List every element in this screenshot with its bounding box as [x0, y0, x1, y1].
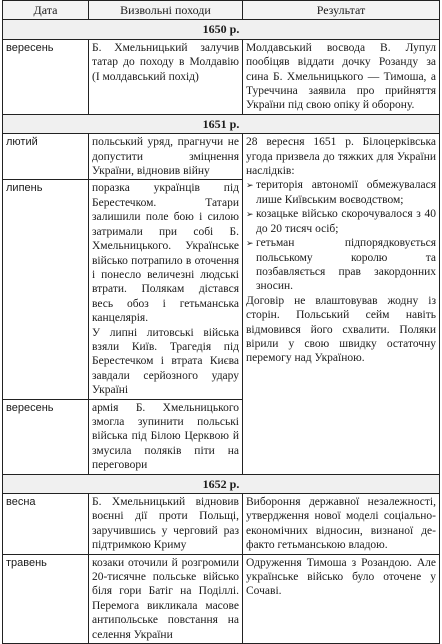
campaigns-table — [2, 0, 440, 644]
result-cell: Вибороння державної незалежності, утвердження нової моделі соціально-економічних відносин, визнаної де-факто гетьманською владою. — [243, 494, 440, 555]
bullet-item: ➢ гетьман підпорядковується польському королю та позбавляється прав закордонних зносин. — [246, 236, 436, 294]
header-row — [3, 1, 440, 20]
bullet-item: ➢ козацьке військо скорочувалося з 40 до 20 тисяч осіб; — [246, 207, 436, 236]
year-1650: 1650 р. — [3, 20, 440, 39]
year-1651: 1651 р. — [3, 114, 440, 133]
result-outro: Договір не влаштовував жодну із сторін. Польський сейм навіть відмовився його схвалити. Поляки вірили у свою швидку остаточну перемогу над Україною. — [246, 294, 436, 365]
header-date: Дата — [3, 1, 89, 20]
date-cell: липень — [3, 180, 89, 399]
result-cell-1651 — [243, 134, 440, 474]
header-campaigns: Визвольні походи — [89, 1, 243, 20]
year-row-1652 — [3, 474, 440, 493]
result-cell: Молдавський восвода В. Лупул пообіцяв віддати дочку Розанду за сина Б. Хмельницького — Тимоша, а Туреччина заявила про прийняття України під свою опіку й оборону. — [243, 39, 440, 114]
campaign-paragraph: поразка українців під Берестечком. Татари залишили поле бою і силою затримали при собі Б. Хмельницького. Українське військо потрапило в оточення і понесло величезні людські втрати. Полякам дістався весь обоз і гетьманська канцелярія. — [92, 182, 239, 325]
date-cell: весна — [3, 494, 89, 555]
table-row — [3, 39, 440, 114]
campaign-cell: польський уряд, прагнучи не допустити зміцнення України, відновив війну — [89, 134, 243, 180]
date-cell: вересень — [3, 39, 89, 114]
campaign-cell: армія Б. Хмельницького змогла зупинити польські війська під Білою Церквою й змусила поляків піти на переговори — [89, 399, 243, 474]
year-row-1650 — [3, 20, 440, 39]
table-row — [3, 134, 440, 180]
year-1652: 1652 р. — [3, 474, 440, 493]
table-row — [3, 494, 440, 555]
year-row-1651 — [3, 114, 440, 133]
campaign-cell: козаки оточили й розгромили 20-тисячне польське військо біля гори Батіг на Поділлі. Перемога викликала масове антипольське повстання на селення України — [89, 554, 243, 643]
result-cell: Одруження Тимоша з Розандою. Але українське військо було оточене у Сочаві. — [243, 554, 440, 643]
header-result: Результат — [243, 1, 440, 20]
date-cell: лютий — [3, 134, 89, 180]
date-cell: травень — [3, 554, 89, 643]
table-row — [3, 554, 440, 643]
bullet-item: ➢ територія автономії обмежувалася лише Київським воєводством; — [246, 178, 436, 207]
campaign-cell: Б. Хмельницький залучив татар до походу в Молдавію (І молдавський похід) — [89, 39, 243, 114]
campaign-paragraph: У липні литовські війська взяли Київ. Трагедія під Берестечком і втрата Києва завдали серйозного удару Україні — [92, 326, 239, 397]
campaign-cell: Б. Хмельницький відновив воєнні дії проти Польщі, заручившись у черговий раз підтримкою Криму — [89, 494, 243, 555]
date-cell: вересень — [3, 399, 89, 474]
result-bullets — [246, 178, 436, 293]
result-intro: 28 вересня 1651 р. Білоцерківська угода призвела до тяжких для України наслідків: — [246, 136, 436, 178]
campaign-cell — [89, 180, 243, 399]
